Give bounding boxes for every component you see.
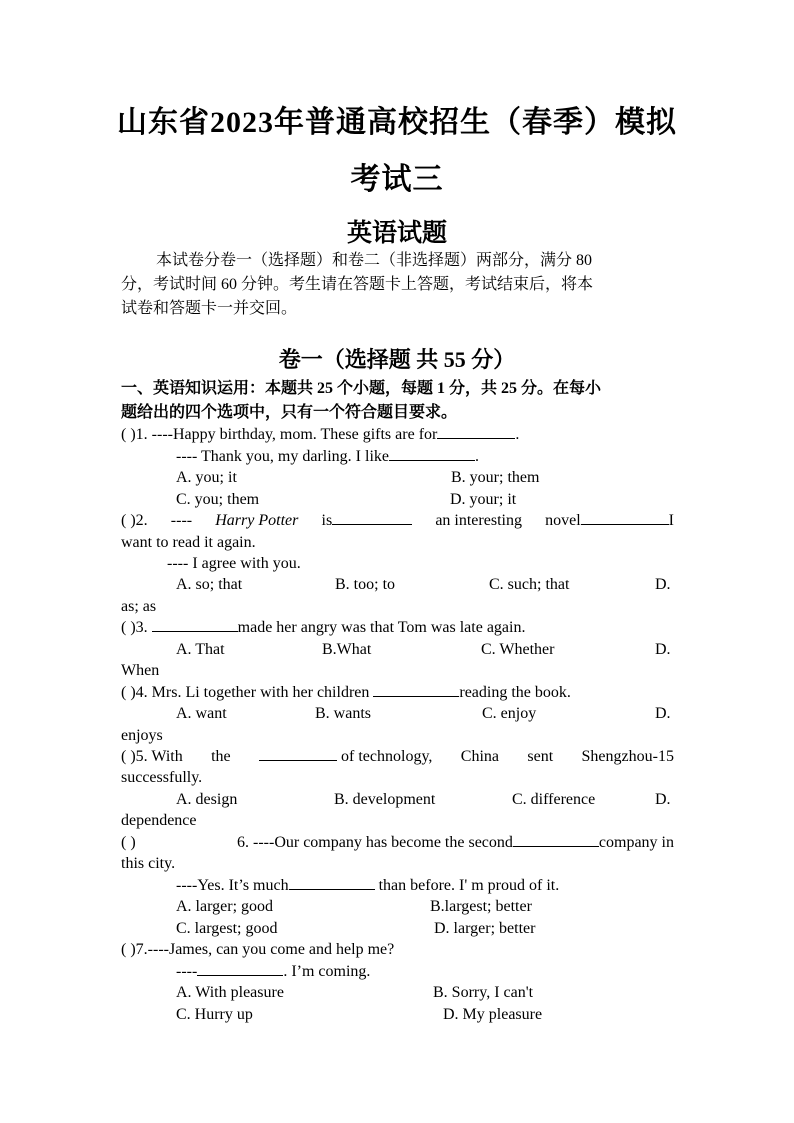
option-b: B.What — [322, 641, 372, 658]
answer-blank — [197, 961, 283, 976]
question-stem: made her angry was that Tom was late again. — [237, 619, 526, 636]
option-d: D. — [655, 641, 671, 658]
answer-blank — [437, 424, 515, 439]
question-1-reply — [176, 446, 479, 467]
answer-blank — [373, 682, 459, 697]
question-6-line-2: this city. — [121, 855, 176, 872]
option-d: D. larger; better — [434, 920, 536, 937]
section-instruction-line-2: 题给出的四个选项中，只有一个符合题目要求。 — [121, 404, 458, 421]
question-6-reply — [176, 875, 559, 896]
intro-line-3: 试卷和答题卡一并交回。 — [121, 300, 298, 317]
answer-paren: ( ) — [121, 941, 136, 958]
exam-title-line2: 考试三 — [350, 163, 444, 196]
reply-text: ---- — [176, 963, 198, 980]
question-stem: 7.----James, can you come and help me? — [135, 941, 395, 958]
stem-word: the — [211, 748, 231, 765]
intro-line-2: 分，考试时间 60 分钟。考生请在答题卡上答题，考试结束后，将本 — [121, 276, 594, 293]
option-d: D. — [655, 791, 671, 808]
option-c: C. Hurry up — [176, 1006, 253, 1023]
question-stem: 1. ----Happy birthday, mom. These gifts are for — [135, 426, 438, 443]
question-2-line-2: want to read it again. — [121, 534, 256, 551]
option-b: B. too; to — [335, 576, 396, 593]
stem-word: China — [460, 748, 499, 765]
answer-paren: ( ) — [121, 834, 136, 851]
reply-text-end: than before. I' m proud of it. — [378, 877, 560, 894]
option-d: D. — [655, 576, 671, 593]
question-2-reply: ---- I agree with you. — [167, 555, 301, 572]
option-b: B.largest; better — [430, 898, 532, 915]
option-d-continued: When — [121, 662, 160, 679]
option-c: C. largest; good — [176, 920, 278, 937]
option-b: B. Sorry, I can't — [433, 984, 534, 1001]
answer-paren: ( ) — [121, 619, 136, 636]
option-c: C. such; that — [489, 576, 570, 593]
option-b: B. your; them — [451, 469, 540, 486]
question-7-reply — [176, 961, 370, 982]
stem-word: of technology, — [341, 748, 433, 765]
answer-paren: ( ) — [121, 748, 136, 765]
question-stem-end: company in — [598, 834, 674, 851]
answer-blank — [152, 617, 238, 632]
question-5 — [121, 746, 674, 767]
stem-word: I — [668, 512, 674, 529]
intro-line-1: 本试卷分卷一（选择题）和卷二（非选择题）两部分，满分 80 — [156, 252, 593, 269]
answer-blank — [332, 510, 412, 525]
stem-word: Shengzhou-15 — [581, 748, 674, 765]
answer-paren: ( ) — [121, 426, 136, 443]
option-d: D. My pleasure — [443, 1006, 543, 1023]
option-d-continued: enjoys — [121, 727, 163, 744]
option-b: B. development — [334, 791, 436, 808]
option-d: D. your; it — [450, 491, 517, 508]
option-a: A. With pleasure — [176, 984, 284, 1001]
option-c: C. enjoy — [482, 705, 537, 722]
question-stem: 4. Mrs. Li together with her children — [135, 684, 370, 701]
reply-text: ---- Thank you, my darling. I like — [176, 448, 389, 465]
question-5-line-2: successfully. — [121, 769, 203, 786]
option-d-continued: dependence — [121, 812, 197, 829]
question-7 — [121, 939, 394, 960]
answer-blank — [581, 510, 669, 525]
stem-word: novel — [545, 512, 581, 529]
option-c: C. Whether — [481, 641, 555, 658]
punct: . — [515, 426, 520, 443]
exam-subtitle: 英语试题 — [346, 220, 447, 247]
reply-text: ----Yes. It’s much — [176, 877, 289, 894]
section-heading: 卷一（选择题 共 55 分） — [278, 347, 516, 372]
dialogue-dash: ---- — [170, 512, 193, 529]
question-2 — [121, 510, 674, 531]
option-c: C. difference — [512, 791, 596, 808]
option-d: D. — [655, 705, 671, 722]
stem-word: sent — [527, 748, 554, 765]
answer-paren: ( ) — [121, 684, 136, 701]
answer-blank — [389, 446, 475, 461]
question-number: 3. — [135, 619, 148, 636]
option-a: A. design — [176, 791, 238, 808]
section-instruction-line-1: 一、英语知识运用：本题共 25 个小题，每题 1 分，共 25 分。在每小 — [121, 380, 602, 397]
punct: . — [474, 448, 479, 465]
question-1 — [121, 424, 519, 445]
option-d-continued: as; as — [121, 598, 157, 615]
question-3 — [121, 617, 525, 638]
question-stem-end: reading the book. — [459, 684, 571, 701]
stem-word: an interesting — [435, 512, 522, 529]
option-c: C. you; them — [176, 491, 260, 508]
question-stem: 6. ----Our company has become the second — [237, 834, 513, 851]
question-4 — [121, 682, 571, 703]
exam-title-line1: 山东省2023年普通高校招生（春季）模拟 — [117, 106, 677, 139]
option-a: A. so; that — [176, 576, 243, 593]
answer-paren: ( ) — [121, 512, 136, 529]
stem-word: is — [321, 512, 333, 529]
option-a: A. you; it — [176, 469, 237, 486]
question-number: 2. — [135, 512, 148, 529]
answer-blank — [259, 746, 337, 761]
answer-blank — [513, 832, 599, 847]
reply-text-end: . I’m coming. — [283, 963, 371, 980]
question-6 — [121, 832, 674, 853]
answer-blank — [289, 875, 375, 890]
option-a: A. want — [176, 705, 227, 722]
option-a: A. That — [176, 641, 225, 658]
option-b: B. wants — [315, 705, 371, 722]
stem-word: 5. With — [135, 748, 183, 765]
book-title: Harry Potter — [215, 512, 299, 529]
option-a: A. larger; good — [176, 898, 274, 915]
